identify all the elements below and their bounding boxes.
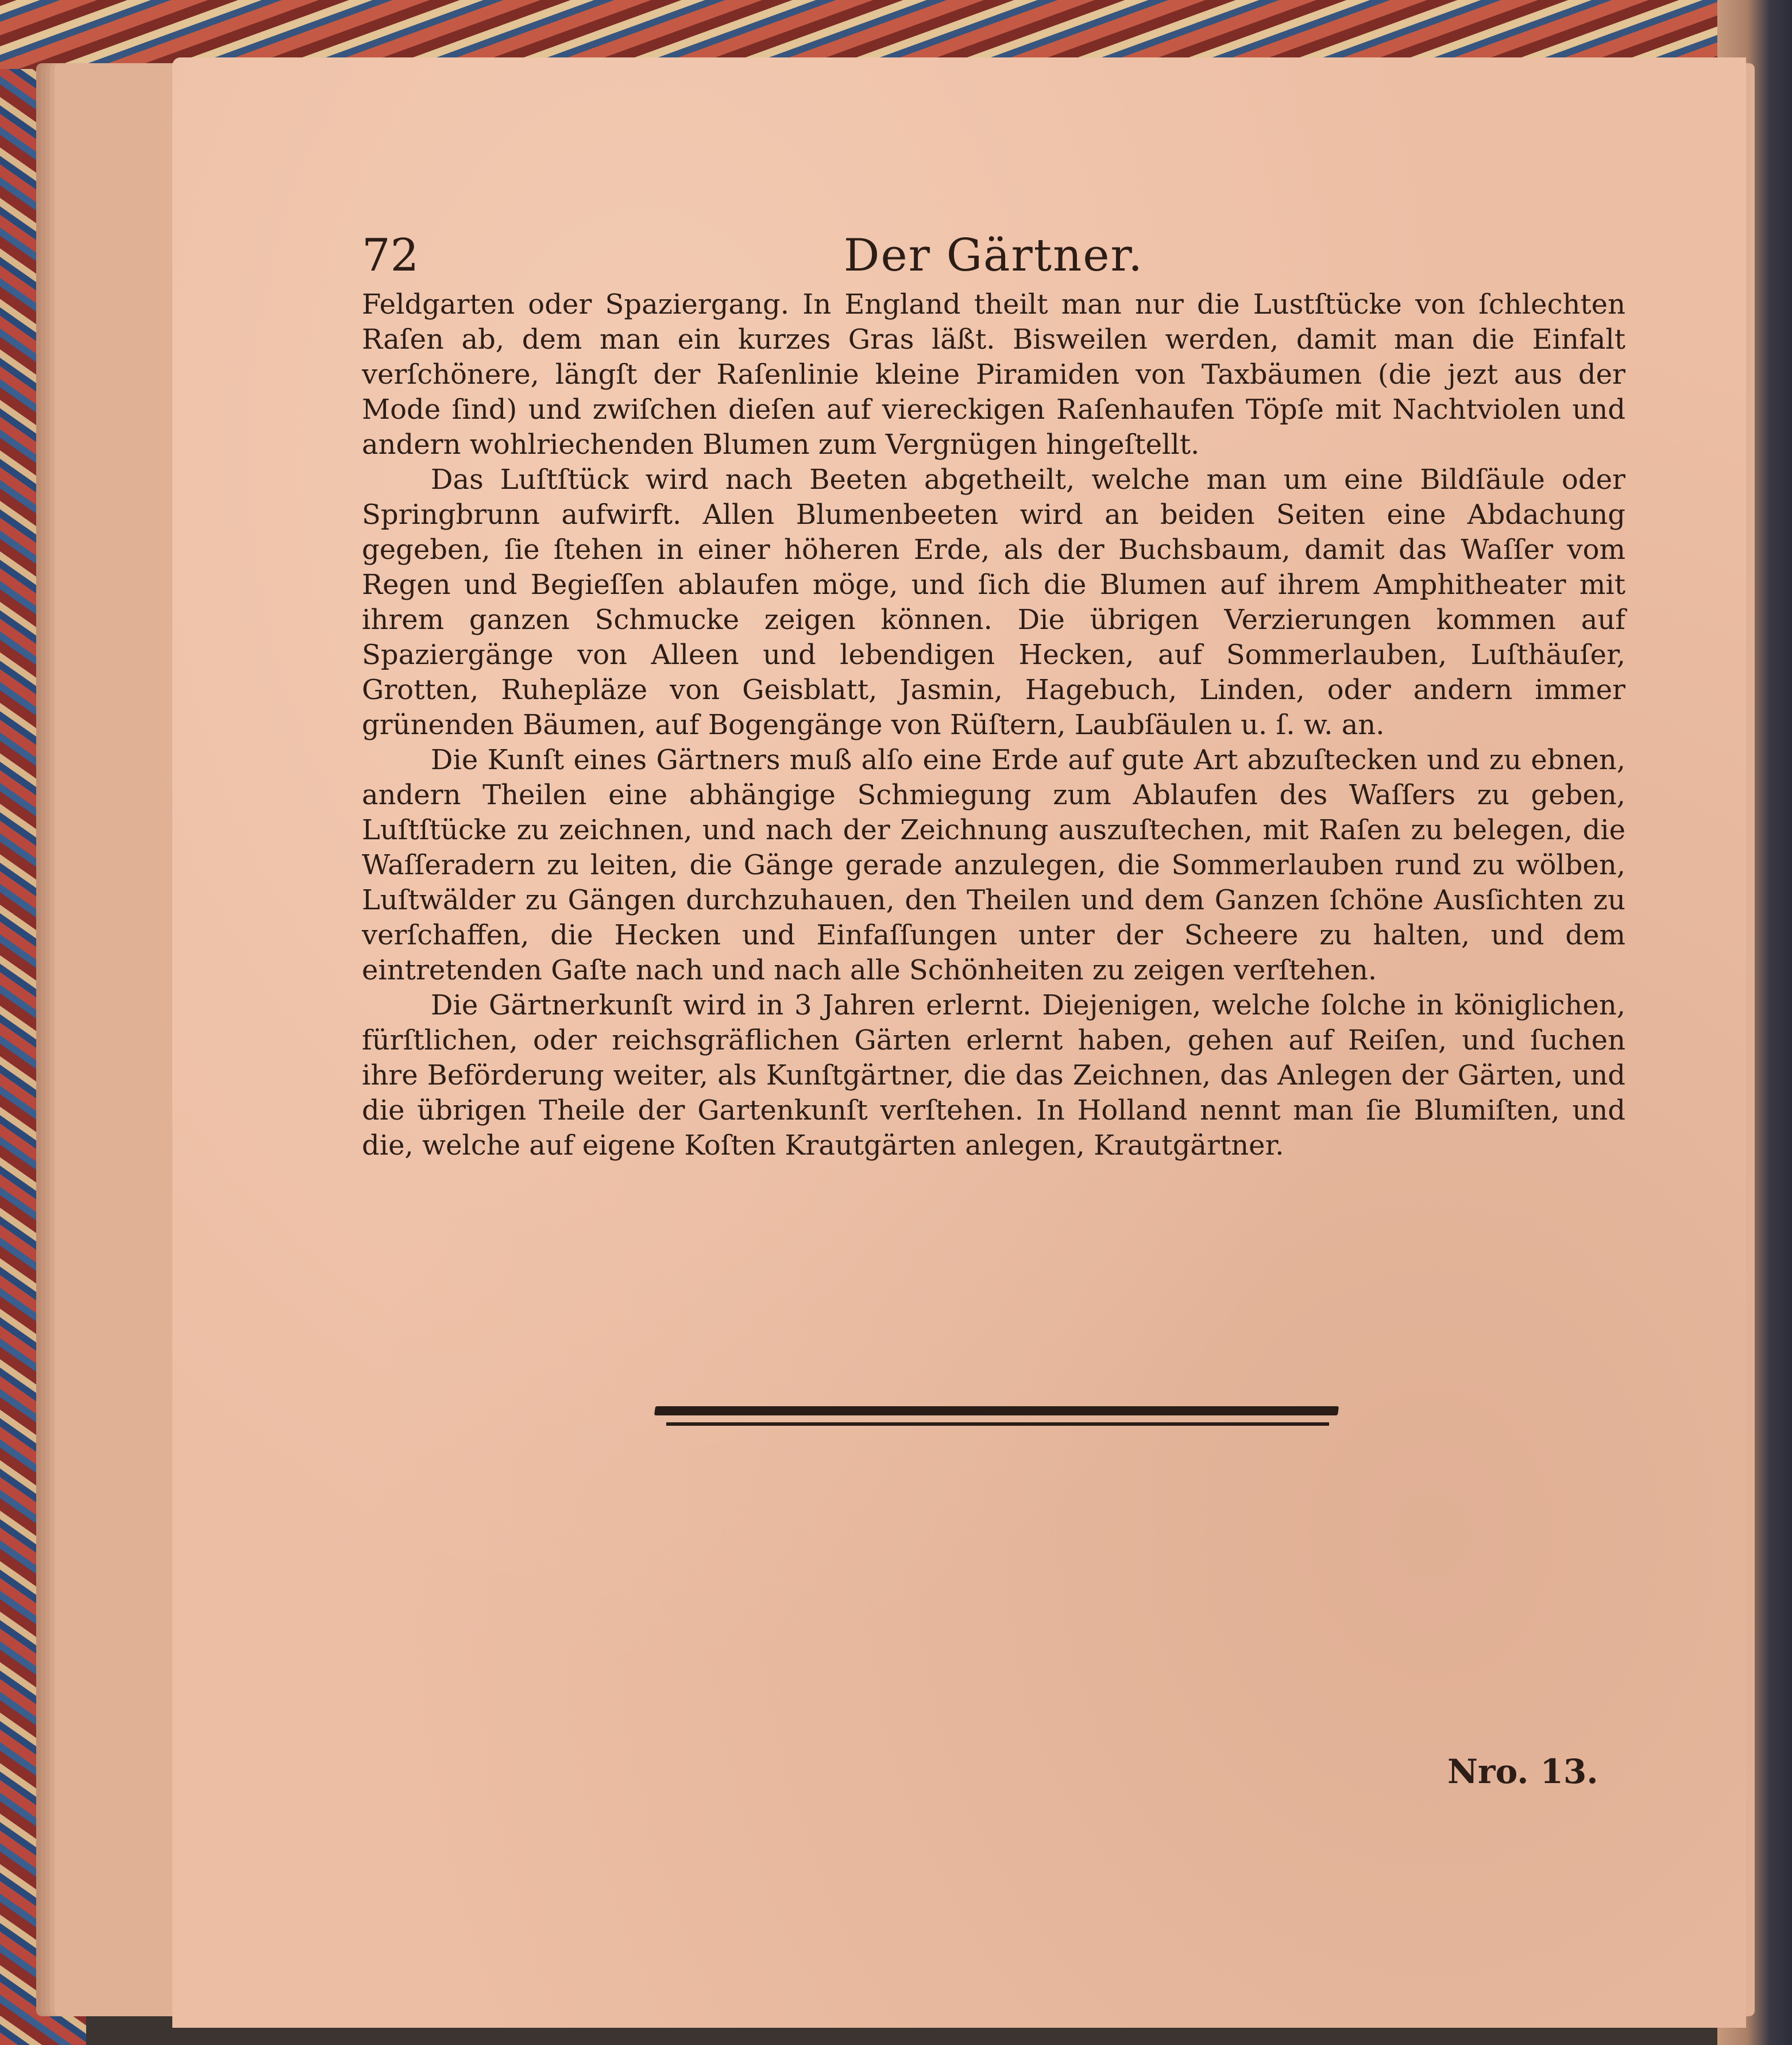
decorative-rule bbox=[655, 1406, 1338, 1429]
paragraph-1: Feldgarten oder Spaziergang. In England theilt man nur die Lustſtücke von ſchlechten Raſen ab, dem man ein kurzes Gras läßt. Bisweilen werden, damit man die Einfalt verſchönere, längſt der Raſenlinie kleine Piramiden von Taxbäumen (die jezt aus der Mode ſind) und zwiſchen dieſen auf viereckigen Raſenhaufen Töpſe mit Nachtviolen und andern wohlriechenden Blumen zum Vergnügen hingeſtellt. bbox=[362, 288, 1625, 461]
paragraph-3: Die Kunſt eines Gärtners muß alſo eine Erde auf gute Art abzuſtecken und zu ebnen, andern Theilen eine abhängige Schmiegung zum Ablaufen des Waſſers zu geben, Luſtſtücke zu zeichnen, und nach der Zeichnung auszuſtechen, mit Raſen zu belegen, die Waſſeradern zu leiten, die Gänge gerade anzulegen, die Sommerlauben rund zu wölben, Luſtwälder zu Gängen durchzuhauen, den Theilen und dem Ganzen ſchöne Ausſichten zu verſchaffen, die Hecken und Einfaſſungen unter der Scheere zu halten, und dem eintretenden Gaſte nach und nach alle Schönheiten zu zeigen verſtehen. bbox=[362, 744, 1625, 986]
rule-thick-line bbox=[654, 1406, 1339, 1415]
rule-thin-line bbox=[666, 1422, 1329, 1426]
paragraph-4: Die Gärtnerkunſt wird in 3 Jahren erlernt. Diejenigen, welche ſolche in königlichen, fürſtlichen, oder reichsgräflichen Gärten erlernt haben, gehen auf Reiſen, und ſuchen ihre Beförderung weiter, als Kunſtgärtner, die das Zeichnen, das Anlegen der Gärten, und die übrigen Theile der Gartenkunſt verſtehen. In Holland nennt man ſie Blumiſten, und die, welche auf eigene Koſten Krautgärten anlegen, Krautgärtner. bbox=[362, 989, 1625, 1162]
running-head bbox=[362, 224, 1625, 287]
page-number: 72 bbox=[362, 230, 419, 281]
paragraph-2: Das Luſtſtück wird nach Beeten abgetheilt, welche man um eine Bildſäule oder Springbrunn aufwirft. Allen Blumenbeeten wird an beiden Seiten eine Abdachung gegeben, ſie ſtehen in einer höheren Erde, als der Buchsbaum, damit das Waſſer vom Regen und Begieſſen ablaufen möge, und ſich die Blumen auf ihrem Amphitheater mit ihrem ganzen Schmucke zeigen können. Die übrigen Verzierungen kommen auf Spaziergänge von Alleen und lebendigen Hecken, auf Sommerlauben, Luſthäuſer, Grotten, Ruhepläze von Geisblatt, Jasmin, Hagebuch, Linden, oder andern immer grünenden Bäumen, auf Bogengänge von Rüſtern, Laubſäulen u. ſ. w. an. bbox=[362, 464, 1625, 741]
running-title: Der Gärtner. bbox=[843, 230, 1144, 281]
page-text-block bbox=[362, 224, 1625, 1163]
catchword: Nro. 13. bbox=[1447, 1752, 1598, 1791]
